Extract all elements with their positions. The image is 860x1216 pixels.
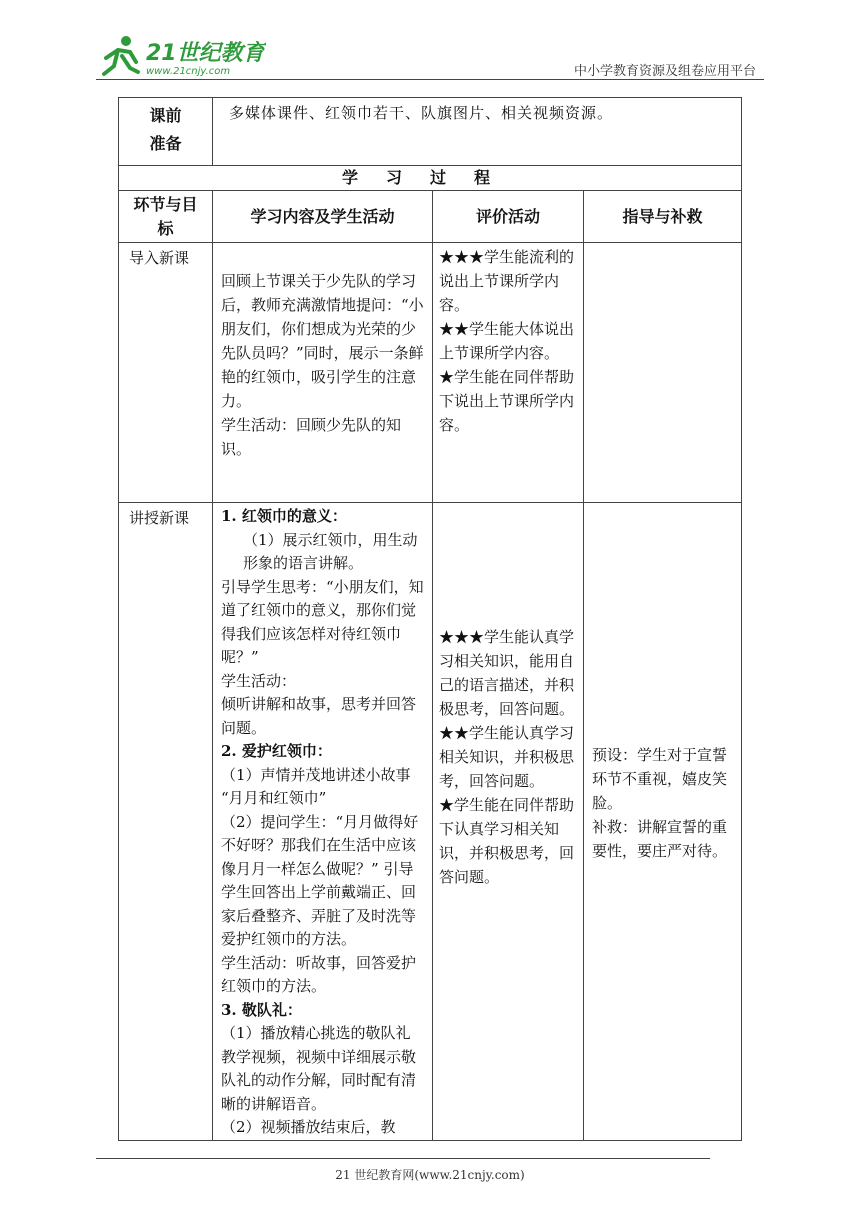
intro-evaluation	[433, 243, 584, 503]
prep-row	[119, 98, 742, 166]
column-header-evaluation: 评价活动	[433, 191, 584, 243]
prep-text: 多媒体课件、红领巾若干、队旗图片、相关视频资源。	[213, 98, 742, 166]
runner-icon	[104, 36, 138, 74]
footer-text: 21 世纪教育网(www.21cnjy.com)	[335, 1168, 525, 1182]
column-header-guidance: 指导与补救	[584, 191, 742, 243]
footer-divider	[96, 1158, 710, 1159]
teach-content	[213, 503, 433, 1141]
process-title-row	[119, 166, 742, 191]
teach-row	[119, 503, 742, 1141]
teach-content-3: 学生活动：	[221, 671, 297, 690]
teach-content-2: 引导学生思考：“小朋友们，知道了红领巾的意义，那你们觉得我们应该怎样对待红领巾呢？”	[221, 577, 424, 666]
teach-content-7: 学生活动：听故事，回答爱护红领巾的方法。	[221, 953, 417, 995]
prep-label-line1: 课前	[149, 106, 182, 125]
teach-eval-3star: ★★★学生能认真学习相关知识，能用自己的语言描述，并积极思考，回答问题。	[439, 628, 575, 718]
teach-stage: 讲授新课	[119, 503, 213, 1141]
teach-guidance-preset: 预设：学生对于宣誓环节不重视，嬉皮笑脸。	[592, 746, 728, 812]
intro-row	[119, 243, 742, 503]
intro-eval-2star: ★★学生能大体说出上节课所学内容。	[439, 320, 575, 362]
intro-guidance	[584, 243, 742, 503]
teach-evaluation	[433, 503, 584, 1141]
teach-heading-1: 1. 红领巾的意义：	[221, 507, 347, 525]
intro-eval-1star: ★学生能在同伴帮助下说出上节课所学内容。	[439, 368, 575, 434]
teach-content-9: （2）视频播放结束后，教	[221, 1118, 396, 1136]
teach-content-4: 倾听讲解和故事，思考并回答问题。	[221, 695, 417, 737]
intro-stage: 导入新课	[119, 243, 213, 503]
intro-content	[213, 243, 433, 503]
logo-url: www.21cnjy.com	[146, 66, 231, 77]
site-logo	[96, 32, 266, 80]
teach-heading-2: 2. 爱护红领巾：	[221, 742, 332, 760]
teach-eval-2star: ★★学生能认真学习相关知识，并积极思考，回答问题。	[439, 724, 575, 790]
teach-content-8: （1）播放精心挑选的敬队礼教学视频，视频中详细展示敬队礼的动作分解，同时配有清晰的讲解语音。	[221, 1024, 417, 1113]
process-title: 学习过程	[119, 166, 742, 191]
intro-eval-3star: ★★★学生能流利的说出上节课所学内容。	[439, 248, 575, 314]
intro-content-text: 回顾上节课关于少先队的学习后，教师充满激情地提问：“小朋友们，你们想成为光荣的少先队员吗？”同时，展示一条鲜艳的红领巾，吸引学生的注意力。	[221, 272, 424, 410]
teach-guidance	[584, 503, 742, 1141]
column-header-stage: 环节与目标	[119, 191, 213, 243]
teach-content-1: （1）展示红领巾，用生动形象的语言讲解。	[243, 530, 418, 572]
logo-title: 21世纪教育	[146, 41, 265, 66]
teach-eval-1star: ★学生能在同伴帮助下认真学习相关知识，并积极思考，回答问题。	[439, 796, 575, 886]
teach-content-6: （2）提问学生：“月月做得好不好呀？那我们在生活中应该像月月一样怎么做呢？” 引导学生回答出上学前戴端正、回家后叠整齐、弄脏了及时洗等爱护红领巾的方法。	[221, 812, 419, 948]
prep-label	[119, 98, 213, 166]
teach-content-5: （1）声情并茂地讲述小故事 “月月和红领巾”	[221, 765, 411, 807]
teach-guidance-remedy: 补救：讲解宣誓的重要性，要庄严对待。	[592, 818, 728, 860]
teach-heading-3: 3. 敬队礼：	[221, 1000, 302, 1019]
intro-student-activity: 学生活动：回顾少先队的知识。	[221, 416, 402, 458]
header-platform-name: 中小学教育资源及组卷应用平台	[573, 64, 756, 79]
prep-label-line2: 准备	[149, 134, 182, 153]
column-header-content: 学习内容及学生活动	[213, 191, 433, 243]
header-divider	[96, 79, 764, 80]
column-header-row	[119, 191, 742, 243]
lesson-plan-table	[118, 97, 742, 1141]
